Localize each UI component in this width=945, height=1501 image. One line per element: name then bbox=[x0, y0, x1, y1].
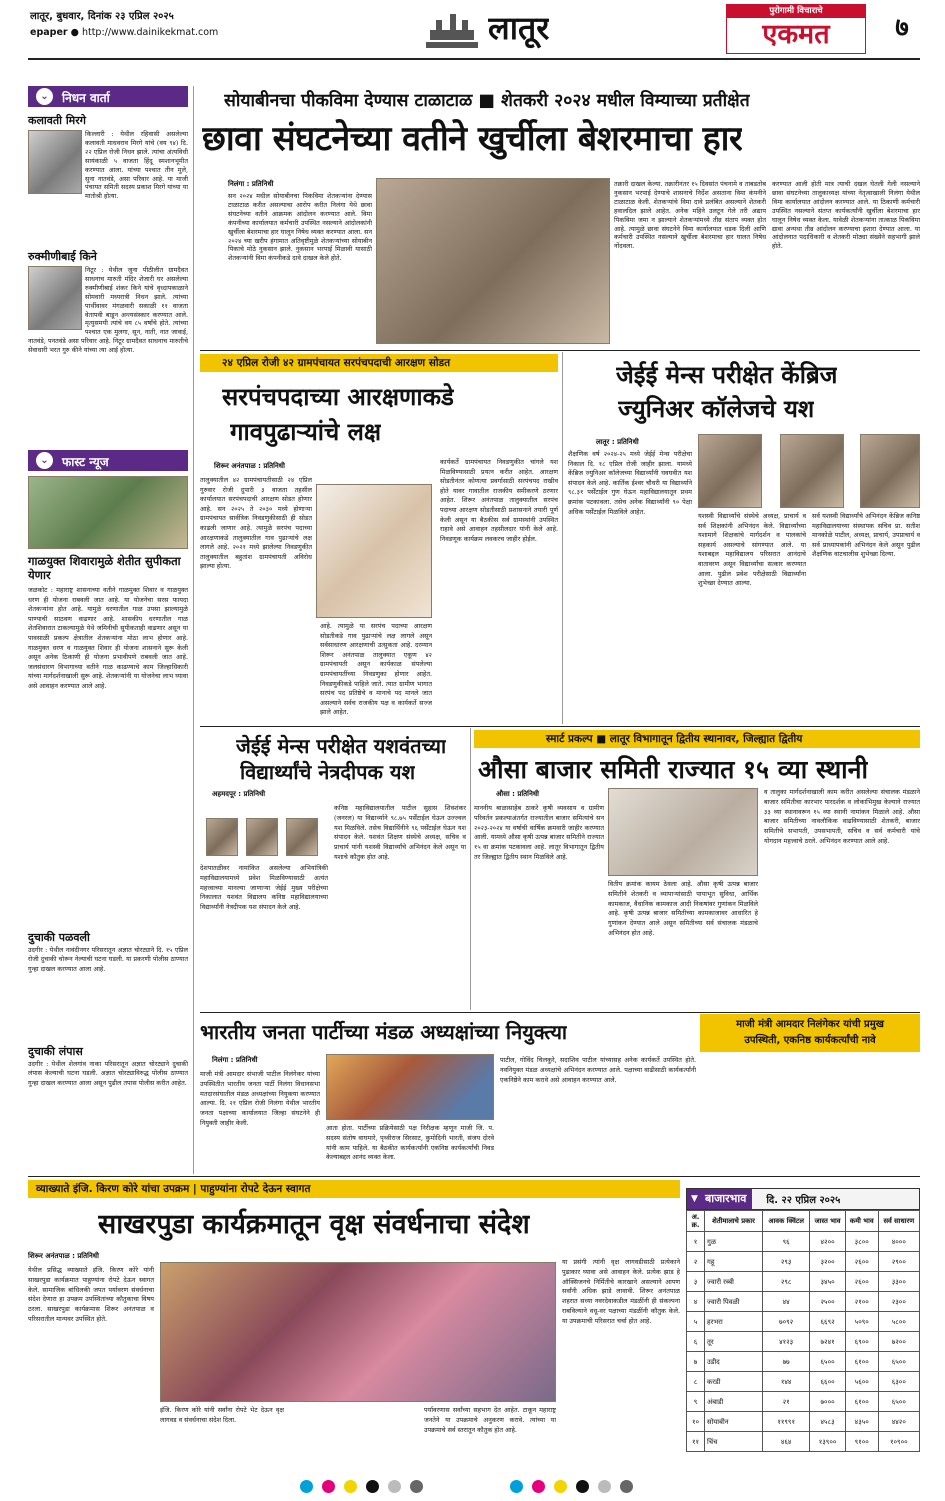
table-cell: ४६४ bbox=[763, 1432, 810, 1452]
bjp-photo bbox=[326, 1054, 494, 1120]
ausa-headline: औसा बाजार समिती राज्यात १५ व्या स्थानी bbox=[478, 755, 868, 784]
registration-mark bbox=[620, 1480, 633, 1493]
obituary-title: निधन वार्ता bbox=[62, 91, 110, 105]
obit1-name: कलावती मिरगे bbox=[28, 114, 86, 127]
table-cell: सोयाबीन bbox=[705, 1412, 763, 1432]
bjp-col2: आता होता. पार्टीच्या प्रक्रियेसाठी पक्ष निरीक्षक म्हणून माजी जि. प. सदस्य संतोष वाघमारे, पृथ्वीराज सिरसाट, कुमोदिनी भारती, संजय दोरवे यांनी काम पाहिले. या बैठकीत कार्यकर्त्यांनी एकनिष्ठ कार्यकर्त्यांची निवड केल्याबद्दल आनंद व्यक्त केला. bbox=[326, 1124, 494, 1162]
jee1-col1: शैक्षणिक वर्ष २०२४-२५ मध्ये जेईई मेन्स परीक्षेचा निकाल दि. १८ एप्रिल रोजी जाहीर झाला. यामध्ये केंब्रिज ज्युनिअर कॉलेजच्या विद्यार्थ्यांनी घवघवीत यश संपादन केले आहे. कार्तिक ईश्वर चौधरी या विद्यार्थ्याने ९८.३१ पर्सेंटाईल गुण घेऊन महाविद्यालयातून प्रथम क्रमांक पटकावला. तसेच अनेक विद्यार्थ्यांनी ९० पेक्षा अधिक पर्सेंटाईल मिळविले आहेत. bbox=[568, 450, 692, 516]
table-cell: ५८०० bbox=[878, 1312, 919, 1332]
jee2-col1: देशपातळीवर नामांकित असलेल्या अभियांत्रिकी महाविद्यालयामध्ये प्रवेश मिळविण्यासाठी अत्यंत महत्त्वाच्या मानल्या जाणाऱ्या जेईई मुख्य परीक्षेच्या निकालात यशवंत विद्यालय कनिष्ठ महाविद्यालयाच्या विद्यार्थ्यांनी नेत्रदीपक यश संपादन केले आहे. bbox=[200, 864, 328, 912]
ausa-byline: औसा : प्रतिनिधी bbox=[496, 790, 539, 798]
tree-kicker: व्याख्याते इंजि. किरण कोरे यांचा उपक्रम | पाहुण्यांना रोपटे देऊन स्वागत bbox=[28, 1180, 680, 1198]
tree-col1: येथील प्रसिद्ध व्याख्याते इंजि. किरण कोरे यांनी साखरपुडा कार्यक्रमात पाहुण्यांना रोपटे देऊन स्वागत केले. सामाजिक बांधिलकी जपत पर्यावरण संवर्धनाचा संदेश देणारा हा उपक्रम उपस्थितांच्या कौतुकाचा विषय ठरला. साखरपुडा कार्यक्रमास शिरूर अनंतपाळ व परिसरातील मान्यवर उपस्थित होते. bbox=[28, 1266, 154, 1323]
fast-news-header bbox=[28, 450, 188, 471]
sarpanch-col1: तालुक्यातील ४२ ग्रामपंचायतीसाठी २४ एप्रिल गुरुवार रोजी दुपारी ३ वाजता तहसील कार्यालयात सरपंचपदाची आरक्षण सोडत होणार आहे. सन २०२५ ते २०३० मध्ये होणाऱ्या ग्रामपंचायत सार्वत्रिक निवडणुकीसाठी ही सोडत काढली जाणार आहे. त्यामुळे सरपंच पदाच्या आरक्षणाकडे तालुक्यातील गाव पुढाऱ्यांचे लक्ष लागले आहे. २०२१ मध्ये झालेल्या निवडणुकीत तालुक्यातील बहुतांश ग्रामपंचायती अविरोध झाल्या होत्या. bbox=[200, 476, 312, 571]
brand-tagline: पुरोगामी विचाराचे bbox=[727, 5, 865, 18]
news1-headline: गाळयुक्त शिवारामुळे शेतीत सुपीकता येणार bbox=[28, 554, 181, 582]
table-cell: करडी bbox=[705, 1372, 763, 1392]
obit2-name: रुक्मीणीबाई किने bbox=[28, 250, 97, 263]
lead-headline: छावा संघटनेच्या वतीने खुर्चीला बेशरमाचा हार bbox=[202, 119, 743, 159]
table-row bbox=[687, 1372, 920, 1392]
emblem-icon bbox=[424, 8, 480, 56]
globe-icon: ● bbox=[70, 27, 79, 38]
obit2-body: निटूर : येथील जुना पीठीलीत ग्रामदैवत साधनाच मारुती मंदिर शेजारी घर असलेल्या रुक्मीणीबाई शंकर किने यांचे वृध्दापकाळाने सोमवारी मध्यरात्री निधन झाले. त्यांच्या पार्थीवावर मंगळवारी सकाळी ११ वाजता वेतापवी बाडून अन्त्यसंस्कार करण्यात आले. मृत्युसमयी त्यांचे वय ८५ वर्षांचे होते. त्यांच्या पश्चात एक मुलगा, सून, नाती, नात जावाई, नातवंडे, पनतवंडे असा परिवार आहे. निटूर ग्रामदैवत साधनाच मारुतीचे सेवाधारी भरत गुरु कीने यांच्या त्या आई होत्या. bbox=[28, 266, 188, 355]
rule-2 bbox=[200, 726, 920, 727]
epaper-link[interactable] bbox=[30, 27, 218, 38]
lead-byline: निलंगा : प्रतिनिधी bbox=[228, 180, 274, 188]
table-cell: ४३५० bbox=[845, 1412, 878, 1432]
registration-marks bbox=[300, 1480, 645, 1494]
table-cell: ६६०० bbox=[810, 1372, 846, 1392]
sidebar-divider bbox=[193, 86, 194, 1174]
table-cell: ७२०० bbox=[878, 1332, 919, 1352]
sarpanch-illustration bbox=[316, 484, 432, 618]
fast-news-title: फास्ट न्यूज bbox=[62, 455, 109, 469]
table-cell: १३९०० bbox=[810, 1432, 846, 1452]
bjp-col1: माजी मंत्री आमदार संभाजी पाटील निलंगेकर यांच्या उपस्थितीत भारतीय जनता पार्टी निलंगा विधानसभा मतदारसंघातील मंडळ अध्यक्षांच्या नियुक्त्या करण्यात आल्या. दि. २१ एप्रिल रोजी निलंगा येथील भारतीय जनता पक्षाच्या कार्यालयात जिल्हा संघटनेने ही नियुक्ती जाहीर केली. bbox=[200, 1070, 320, 1127]
ausa-photo bbox=[608, 788, 758, 876]
table-cell: ११९९१ bbox=[763, 1412, 810, 1432]
student-photo-4 bbox=[206, 818, 238, 856]
bjp-col4 bbox=[702, 1056, 920, 1174]
table-cell: २९०० bbox=[878, 1252, 919, 1272]
market-header bbox=[686, 1188, 920, 1210]
news3-text: उदगीर : येथील शेलगांव नाका परिसरातून अज्ञात चोरट्याने दुचाकी लंपास केल्याची घटना घडली. अज्ञात चोरट्याविरुद्ध पोलीस ठाण्यात गुन्हा दाखल करण्यात आला असून पुढील तपास पोलीस करीत आहेत. bbox=[28, 1060, 188, 1087]
table-cell: चिंच bbox=[705, 1432, 763, 1452]
jee-cambridge-story bbox=[568, 352, 920, 724]
jee1-byline: लातूर : प्रतिनिधी bbox=[596, 438, 639, 446]
divider-3 bbox=[470, 728, 471, 1010]
table-cell: ६५०० bbox=[810, 1352, 846, 1372]
page-number: ७ bbox=[895, 13, 909, 43]
bjp-side-heading-2: उपस्थिती, एकनिष्ठ कार्यकर्त्यांची नावे bbox=[744, 1035, 876, 1046]
registration-mark bbox=[510, 1480, 523, 1493]
table-row bbox=[687, 1232, 920, 1252]
tree-caption: इंजि. किरण कोरे यांनी सर्वांना रोपटे भेट देऊन वृक्ष लागवड व संवर्धनाचा संदेश दिला. bbox=[160, 1406, 284, 1424]
registration-mark bbox=[388, 1480, 401, 1493]
table-cell: २९८ bbox=[763, 1272, 810, 1292]
table-cell: २५०० bbox=[810, 1292, 846, 1312]
table-cell: ३३०० bbox=[878, 1272, 919, 1292]
registration-mark bbox=[554, 1480, 567, 1493]
jee2-byline: अहमदपूर : प्रतिनिधी bbox=[212, 790, 266, 798]
table-cell: २६०० bbox=[845, 1272, 878, 1292]
table-cell: ११ bbox=[687, 1432, 705, 1452]
table-cell: १०९०० bbox=[878, 1432, 919, 1452]
date-line: लातूर, बुधवार, दिनांक २३ एप्रिल २०२५ bbox=[30, 11, 174, 22]
jee1-col3: सर्व यशस्वी विद्यार्थ्यांचे अभिनंदन केंब्रिज कनिष्ठ महाविद्यालयाच्या संस्थापक सचिव प्रा. सतीश मानकोळे पाटील, अध्यक्ष, प्राचार्य, उपप्राचार्य व सर्व प्राध्यापकांनी अभिनंदन केले असून पुढील शैक्षणिक वाटचालीस शुभेच्छा दिल्या. bbox=[812, 512, 920, 559]
table-cell: ज्वारी रब्बी bbox=[705, 1272, 763, 1292]
chevron-down-icon: ⌄ bbox=[36, 88, 53, 105]
table-row bbox=[687, 1352, 920, 1372]
table-row bbox=[687, 1292, 920, 1312]
table-cell: ७७ bbox=[763, 1352, 810, 1372]
table-cell: ७ bbox=[687, 1352, 705, 1372]
bjp-byline: निलंगा : प्रतिनिधी bbox=[212, 1056, 258, 1064]
sarpanch-kicker: २४ एप्रिल रोजी ४२ ग्रामपंचायत सरपंचपदाची आरक्षण सोडत bbox=[200, 354, 558, 372]
table-cell: ४४ bbox=[763, 1292, 810, 1312]
news1-photo bbox=[28, 476, 188, 549]
bjp-col3: पाटील, गोविंद चिलकुरे, सदाशिव पाटील यांच्यासह अनेक कार्यकर्ते उपस्थित होते. नवनियुक्त मंडळ अध्यक्षांचे अभिनंदन करण्यात आले. पक्षाच्या वाढीसाठी कार्यकर्त्यांनी एकनिष्ठेने काम करावे असे आवाहन करण्यात आले. bbox=[500, 1056, 696, 1084]
obit1-body: किल्लारी : येथील रहिवासी असलेल्या कलावती माधवराव मिरगे यांचे (वय ९४) दि. २२ एप्रिल रोजी निधन झाले. त्यांचा अंत्यविधी सायंकाळी ५ वाजता हिंदू स्मशानभूमीत करण्यात आला. यांच्या पश्चात तीन मुले, सुना नातवंडे, असा परिवार आहे. या माजी पंचायत समिती सदस्य प्रकाश मिरगे यांच्या या मातोश्री होत्या. bbox=[85, 130, 188, 201]
left-sidebar bbox=[28, 86, 188, 1174]
tree-col3: पर्यावरणास सर्वांच्या सहभाग देत आहेत. टाकून महाराष्ट्र जनतेने या उपक्रमाचे अनुकरण करावे. त्यांच्या या उपक्रमाचे सर्व स्तरातून कौतुक होत आहे. bbox=[424, 1406, 556, 1434]
masthead bbox=[0, 0, 945, 62]
news2-headline: दुचाकी पळवली bbox=[28, 931, 90, 944]
table-cell: १ bbox=[687, 1232, 705, 1252]
table-row bbox=[687, 1312, 920, 1332]
table-cell: ६ bbox=[687, 1332, 705, 1352]
table-cell: ७२४१ bbox=[810, 1332, 846, 1352]
sarpanch-headline-1: सरपंचपदाच्या आरक्षणाकडे bbox=[222, 383, 454, 411]
jee1-col2: यशस्वी विद्यार्थ्यांचे संस्थेचे अध्यक्ष, प्राचार्य व सर्व शिक्षकांनी अभिनंदन केले. विद्यार्थ्यांच्या यशामागे शिक्षकांचे मार्गदर्शन व पालकांचे सहकार्य असल्याचे सांगण्यात आले. या यशाबद्दल महाविद्यालय परिसरात आनंदाचे वातावरण असून विद्यार्थ्यांचा सत्कार करण्यात आला. पुढील प्रवेश परीक्षेसाठी विद्यार्थ्यांना शुभेच्छा देण्यात आल्या. bbox=[698, 512, 806, 588]
table-row bbox=[687, 1432, 920, 1452]
table-cell: ९ bbox=[687, 1392, 705, 1412]
table-cell: ३ bbox=[687, 1272, 705, 1292]
student-photo-1 bbox=[698, 434, 762, 508]
table-cell: ७००० bbox=[810, 1392, 846, 1412]
table-cell: २६०० bbox=[845, 1252, 878, 1272]
lead-kicker: सोयाबीनचा पीकविमा देण्यास टाळाटाळ ■ शेतकरी २०२४ मधील विम्याच्या प्रतीक्षेत bbox=[224, 91, 750, 111]
table-cell: ५६०० bbox=[845, 1372, 878, 1392]
table-cell: ६५०० bbox=[878, 1392, 919, 1412]
table-cell: ५ bbox=[687, 1312, 705, 1332]
news1-text: जळकोट : महाराष्ट्र शासनाच्या वतीने गाळमुक्त शिवार व गाळयुक्त धरण ही योजना राबवली जात आहे. या योजनेचा सरस फायदा शेतकऱ्यांना होत आहे. यामुळे धरणातील गाळ उपसा झाल्यामुळे पाण्याची साठवण वाढणार आहे. शासकीय धरणातील गाळ शेतशिवारात टाकल्यामुळे येथे जमिनीची सुपीकताही वाढणार असून या पावसाळी प्रकल्प क्षेत्रातील शेतकऱ्यांना मोठा लाभ होणार आहे. गाळमुक्त धरण व गाळयुक्त शिवार ही योजना शासनाने सुरू केली असून अनेक ठिकाणी ही योजना प्रभावीपणे राबवली जात आहे. जलसंधारण विभागाच्या वतीने गाळ काढण्याचे काम जिल्हाधिकारी यांच्या मार्गदर्शनाखाली सुरू आहे. शेतकऱ्यांनी या योजनेचा लाभ घ्यावा असे आवाहन करण्यात आले आहे. bbox=[28, 586, 188, 690]
tree-byline: शिरूर अनंतपाळ : प्रतिनिधी bbox=[28, 1252, 99, 1260]
chevron-down-icon: ▼ bbox=[691, 1194, 698, 1204]
table-cell: गुळ bbox=[705, 1232, 763, 1252]
table-row bbox=[687, 1332, 920, 1352]
table-row bbox=[687, 1252, 920, 1272]
table-cell: ३४५० bbox=[810, 1272, 846, 1292]
brand-name: एकमत bbox=[762, 19, 830, 50]
table-cell: ४ bbox=[687, 1292, 705, 1312]
obit1-text bbox=[28, 130, 188, 242]
table-cell: ७०९२ bbox=[763, 1312, 810, 1332]
tree-headline: साखरपुडा कार्यक्रमातून वृक्ष संवर्धनाचा संदेश bbox=[98, 1209, 530, 1240]
table-cell: २९३ bbox=[763, 1252, 810, 1272]
lead-col2: तक्रारी दाखल केल्या. तक्रारीनंतर १५ दिवसांत पंचनामे व ताबडतोब नुकसान भरपाई देण्याचे शासनाचे निर्देश असताना विमा कंपनीने टाळाटाळ केली. शेतकऱ्यांचे विमा दावे प्रलंबित असल्याने शेतकरी हवालदिल झाले आहेत. अनेक महिने उलटून गेले तरी अद्याप पिकविमा जमा न झाल्याने शेतकऱ्यांमध्ये तीव्र संताप व्यक्त होत आहे. त्यामुळे छावा संघटनेने विमा कार्यालयात धडक दिली आणि कर्मचारी उपस्थित नसल्याने खुर्चीला बेशरमाचा हार घालत निषेध नोंदवला. bbox=[614, 180, 766, 251]
table-cell: ९६ bbox=[763, 1232, 810, 1252]
news3-headline: दुचाकी लंपास bbox=[28, 1045, 83, 1058]
bjp-side-heading bbox=[700, 1014, 920, 1052]
registration-mark bbox=[576, 1480, 589, 1493]
news2-text: उदगीर : येथील नावंदीनगर परिसरातून अज्ञात चोरट्याने दि. १५ एप्रिल रोजी दुचाकी चोरून नेल्याची घटना घडली. या प्रकरणी पोलीस ठाण्यात गुन्हा दाखल करण्यात आला आहे. bbox=[28, 946, 188, 973]
table-cell: ६३०० bbox=[878, 1372, 919, 1392]
table-cell: ८ bbox=[687, 1372, 705, 1392]
table-cell: ४१२३ bbox=[763, 1332, 810, 1352]
obituary-header bbox=[28, 86, 188, 107]
table-cell: २१०० bbox=[845, 1292, 878, 1312]
table-cell: १० bbox=[687, 1412, 705, 1432]
student-photo-3 bbox=[860, 434, 920, 508]
lead-col1: सन २०२४ मधील सोयाबीनचा पिकविमा शेतकऱ्यांना देण्यास टाळाटाळ करीत असल्याचा आरोप करीत निलंगा येथे छावा संघटनेच्या वतीने आक्रमक आंदोलन करण्यात आले. विमा कंपनीच्या कार्यालयात कर्मचारी उपस्थित नसल्याने आंदोलकांनी खुर्चीला बेशरमाचा हार घालून निषेध व्यक्त करण्यात आला. सन २०२४ च्या खरीप हंगामात अतिवृष्टीमुळे शेतकऱ्यांच्या सोयाबीन पिकाचे मोठे नुकसान झाले. नुकसान भरपाई मिळावी यासाठी शेतकऱ्यांनी विमा कंपनीकडे दावे दाखल केले होते. bbox=[228, 192, 372, 263]
table-cell: हरभरा bbox=[705, 1312, 763, 1332]
market-table bbox=[686, 1210, 920, 1452]
masthead-rule bbox=[28, 58, 920, 60]
website-url: http://www.dainikekmat.com bbox=[81, 27, 219, 38]
ausa-col1: माननीय बाळासाहेब ठाकरे कृषी व्यवसाय व ग्रामीण परिवर्तन प्रकल्पाअंतर्गत राज्यातील बाजार समित्यांचे सन २०२३-२०२४ या वर्षाची वार्षिक क्रमवारी जाहीर करण्यात आली. यामध्ये औसा कृषी उत्पन्न बाजार समितीने राज्यात १५ वा क्रमांक पटकावला आहे. लातूर विभागातून द्वितीय तर जिल्ह्यात द्वितीय स्थान मिळविले आहे. bbox=[474, 804, 604, 861]
market-date: दि. २२ एप्रिल २०२५ bbox=[766, 1195, 841, 1206]
col-header: अ. क्र. bbox=[687, 1211, 705, 1232]
table-cell: ६१०० bbox=[845, 1392, 878, 1412]
registration-mark bbox=[598, 1480, 611, 1493]
registration-mark bbox=[410, 1480, 423, 1493]
table-cell: ज्वारी पिवळी bbox=[705, 1292, 763, 1312]
jee1-headline-2: ज्युनिअर कॉलेजचे यश bbox=[618, 395, 815, 423]
lead-col3: करण्यात आली होती मात्र त्याची दखल घेतली गेली नसल्याने छावा संघटनेच्या तालुकाध्यक्ष यांच्या नेतृत्वाखाली निलंगा येथील विमा कार्यालयात आंदोलन करण्यात आले. या ठिकाणी कर्मचारी उपस्थित नसल्याने संतप्त कार्यकर्त्यांनी खुर्चीला बेशरमाचा हार घालून निषेध व्यक्त केला. यावेळी शेतकऱ्यांना तात्काळ पिकविमा द्यावा अन्यथा तीव्र आंदोलन करण्याचा इशारा देण्यात आला. या आंदोलनात पदाधिकारी व शेतकरी मोठ्या संख्येने सहभागी झाले होते. bbox=[772, 180, 920, 251]
table-cell: ४२०० bbox=[810, 1232, 846, 1252]
lead-photo bbox=[376, 178, 610, 344]
ausa-kicker: स्मार्ट प्रकल्प ■ लातूर विभागातून द्वितीय स्थानावर, जिल्ह्यात द्वितीय bbox=[474, 730, 920, 748]
ausa-col3: व तालुका मार्गदर्शनाखाली काम करीत असलेल्या संचालक मंडळाने बाजार समितीचा कारभार पारदर्शक व लोकाभिमुख केल्याने राज्यात ३३ व्या स्थानावरून १५ व्या स्थानी नामांकन मिळाले आहे. औसा बाजार समितीच्या नावलौकिक वाढविण्यासाठी शेतकरी, बाजार समितीचे सभापती, उपसभापती, सचिव व सर्व कर्मचारी यांचे योगदान महत्त्वाचे ठरले. अभिनंदन करण्यात आले आहे. bbox=[764, 788, 920, 845]
table-row bbox=[687, 1272, 920, 1292]
table-cell: २१ bbox=[763, 1392, 810, 1412]
sarpanch-headline-2: गावपुढाऱ्यांचे लक्ष bbox=[230, 418, 382, 446]
table-cell: ४००० bbox=[878, 1232, 919, 1252]
bjp-side-heading-1: माजी मंत्री आमदार निलंगेकर यांची प्रमुख bbox=[736, 1019, 884, 1030]
table-cell: ६९०० bbox=[845, 1332, 878, 1352]
rule-4 bbox=[28, 1176, 920, 1177]
jee2-headline-1: जेईई मेन्स परीक्षेत यशवंतच्या bbox=[236, 734, 447, 758]
market-box bbox=[686, 1188, 920, 1470]
table-cell: १४४ bbox=[763, 1372, 810, 1392]
registration-mark bbox=[532, 1480, 545, 1493]
table-cell: ६१०० bbox=[845, 1352, 878, 1372]
table-cell: ४५८३ bbox=[810, 1412, 846, 1432]
table-cell: अंबाडी bbox=[705, 1392, 763, 1412]
col-header: सर्व साधारण bbox=[878, 1211, 919, 1232]
col-header: शेतीमालाचे प्रकार bbox=[705, 1211, 763, 1232]
table-cell: ३८०० bbox=[845, 1232, 878, 1252]
sarpanch-col2: आहे. त्यामुळे या सरपंच पदाच्या आरक्षण सोडतीकडे गाव पुढाऱ्यांचे लक्ष लागले असून सर्वसाधारण आरक्षणाची उत्सुकता आहे. दरम्यान शिरूर अनंतपाळ तालुक्यात एकूण ४२ ग्रामपंचायती असून कार्यकाळ संपलेल्या ग्रामपंचायतींच्या निवडणुका होणार आहेत. निवडणुकीकडे पाहिले जाते. त्यात ग्रामीण भागात सरपंच पद प्रतिष्ठेचे व मानाचे पद मानले जात असल्याने सर्वच राजकीय पक्ष व कार्यकर्ते सज्ज झाले आहेत. bbox=[320, 622, 432, 717]
student-photo-6 bbox=[286, 818, 318, 856]
brand-logo bbox=[726, 4, 866, 54]
table-row bbox=[687, 1412, 920, 1432]
registration-mark bbox=[344, 1480, 357, 1493]
table-cell: ३२०० bbox=[810, 1252, 846, 1272]
divider-2 bbox=[562, 352, 563, 724]
tree-col2: या प्रसंगी त्यांनी वृक्ष लागवडीसाठी प्रत्येकाने पुढाकार घ्यावा असे आवाहन केले. प्रत्येक झाड हे ऑक्सिजनचे निर्मितीचे कारखाने असल्याने आपण सर्वांनी अधिक झाडे लावावी. शिरूर अनंतपाळ शहरात सध्या नवरदेवाकडील मंडळींनी ही संकल्पना राबविल्याने वधू-वर पक्षाच्या मंडळींनी कौतुक केले. या उपक्रमाची परिसरात चर्चा होत आहे. bbox=[562, 1258, 680, 1325]
student-photo-5 bbox=[246, 818, 278, 856]
table-cell: ५०९० bbox=[845, 1312, 878, 1332]
market-title: बाजारभाव bbox=[705, 1192, 747, 1205]
sarpanch-story bbox=[200, 352, 558, 724]
table-cell: २ bbox=[687, 1252, 705, 1272]
rule-3 bbox=[200, 1012, 920, 1013]
bjp-headline: भारतीय जनता पार्टीच्या मंडळ अध्यक्षांच्या नियुक्त्या bbox=[200, 1020, 568, 1044]
col-header: कमी भाव bbox=[845, 1211, 878, 1232]
registration-mark bbox=[322, 1480, 335, 1493]
table-cell: ९१०० bbox=[845, 1432, 878, 1452]
chevron-down-icon: ⌄ bbox=[36, 452, 53, 469]
table-cell: उडीद bbox=[705, 1352, 763, 1372]
sarpanch-col2-top bbox=[320, 458, 432, 484]
city-name: लातूर bbox=[488, 9, 550, 47]
sarpanch-byline: शिरूर अनंतपाळ : प्रतिनिधी bbox=[214, 462, 285, 470]
table-cell: तूर bbox=[705, 1332, 763, 1352]
student-photo-2 bbox=[780, 434, 844, 508]
jee2-col2: कनिष्ठ महाविद्यालयातील पाटील सुहास शिवशंकर (जनरल) या विद्यार्थ्याने ९८.७५ पर्सेंटाईल घेऊन उज्ज्वल यश मिळविले. तसेच विद्यार्थिनीने ९६ पर्सेंटाईल घेऊन यश संपादन केले. यशवंत शिक्षण संस्थेचे अध्यक्ष, सचिव व प्राचार्य यांनी यशस्वी विद्यार्थ्यांचे अभिनंदन केले असून या यशाचे कौतुक होत आहे. bbox=[334, 804, 466, 861]
sarpanch-col3: कार्यकर्ते ग्रामपंचायत निवडणुकीत चांगले यश मिळविण्यासाठी प्रयत्न करीत आहेत. आरक्षण सोडतीनंतर कोणत्या प्रवर्गासाठी सरपंचपद राखीव होते यावर गावातील राजकीय समीकरणे ठरणार आहेत. शिरूर अनंतपाळ तालुक्यातील सरपंच पदाच्या आरक्षण सोडतीसाठी प्रशासनाने तयारी पूर्ण केली असून या बैठकीस सर्व ग्रामस्थांनी उपस्थित राहावे असे आवाहन तहसीलदार यांनी केले आहे. निवडणूक कार्यक्रम लवकरच जाहीर होईल. bbox=[440, 458, 558, 543]
table-cell: ४४२० bbox=[878, 1412, 919, 1432]
registration-mark bbox=[300, 1480, 313, 1493]
table-row bbox=[687, 1392, 920, 1412]
registration-mark bbox=[366, 1480, 379, 1493]
tree-story bbox=[28, 1178, 680, 1468]
obit2-text bbox=[28, 266, 188, 434]
table-cell: गहू bbox=[705, 1252, 763, 1272]
market-title-badge bbox=[687, 1189, 752, 1209]
tree-col2-bottom bbox=[290, 1406, 418, 1468]
ausa-col2: वितीय क्रमांक कायम ठेवला आहे. औसा कृषी उत्पन्न बाजार समितीने शेतकरी व व्यापाऱ्यांसाठी पायाभूत सुविधा, आर्थिक कामकाज, वैधानिक कामकाज आदी निकषांवर गुणांकन मिळविले आहे. कृषी उत्पन्न बाजार समितीच्या कामकाजावर आधारित हे गुणांकन देण्यात आले असून समितीच्या सर्व संचालक मंडळाचे अभिनंदन होत आहे. bbox=[608, 880, 758, 937]
market-table-header bbox=[687, 1211, 920, 1232]
epaper-label: epaper bbox=[30, 27, 68, 38]
table-cell: ६६९२ bbox=[810, 1312, 846, 1332]
table-cell: २३०० bbox=[878, 1292, 919, 1312]
bjp-story bbox=[200, 1014, 920, 1174]
table-cell: ६५०० bbox=[878, 1352, 919, 1372]
jee2-headline-2: विद्यार्थ्यांचे नेत्रदीपक यश bbox=[240, 760, 416, 784]
lead-story bbox=[200, 86, 920, 348]
col-header: जास्त भाव bbox=[810, 1211, 846, 1232]
jee-yashwant-story bbox=[200, 728, 466, 1010]
jee1-headline-1: जेईई मेन्स परीक्षेत केंब्रिज bbox=[616, 361, 838, 389]
tree-photo bbox=[160, 1262, 556, 1402]
ausa-story bbox=[474, 728, 920, 1010]
col-header: आवक क्विंटल bbox=[763, 1211, 810, 1232]
rule-1 bbox=[200, 350, 920, 351]
